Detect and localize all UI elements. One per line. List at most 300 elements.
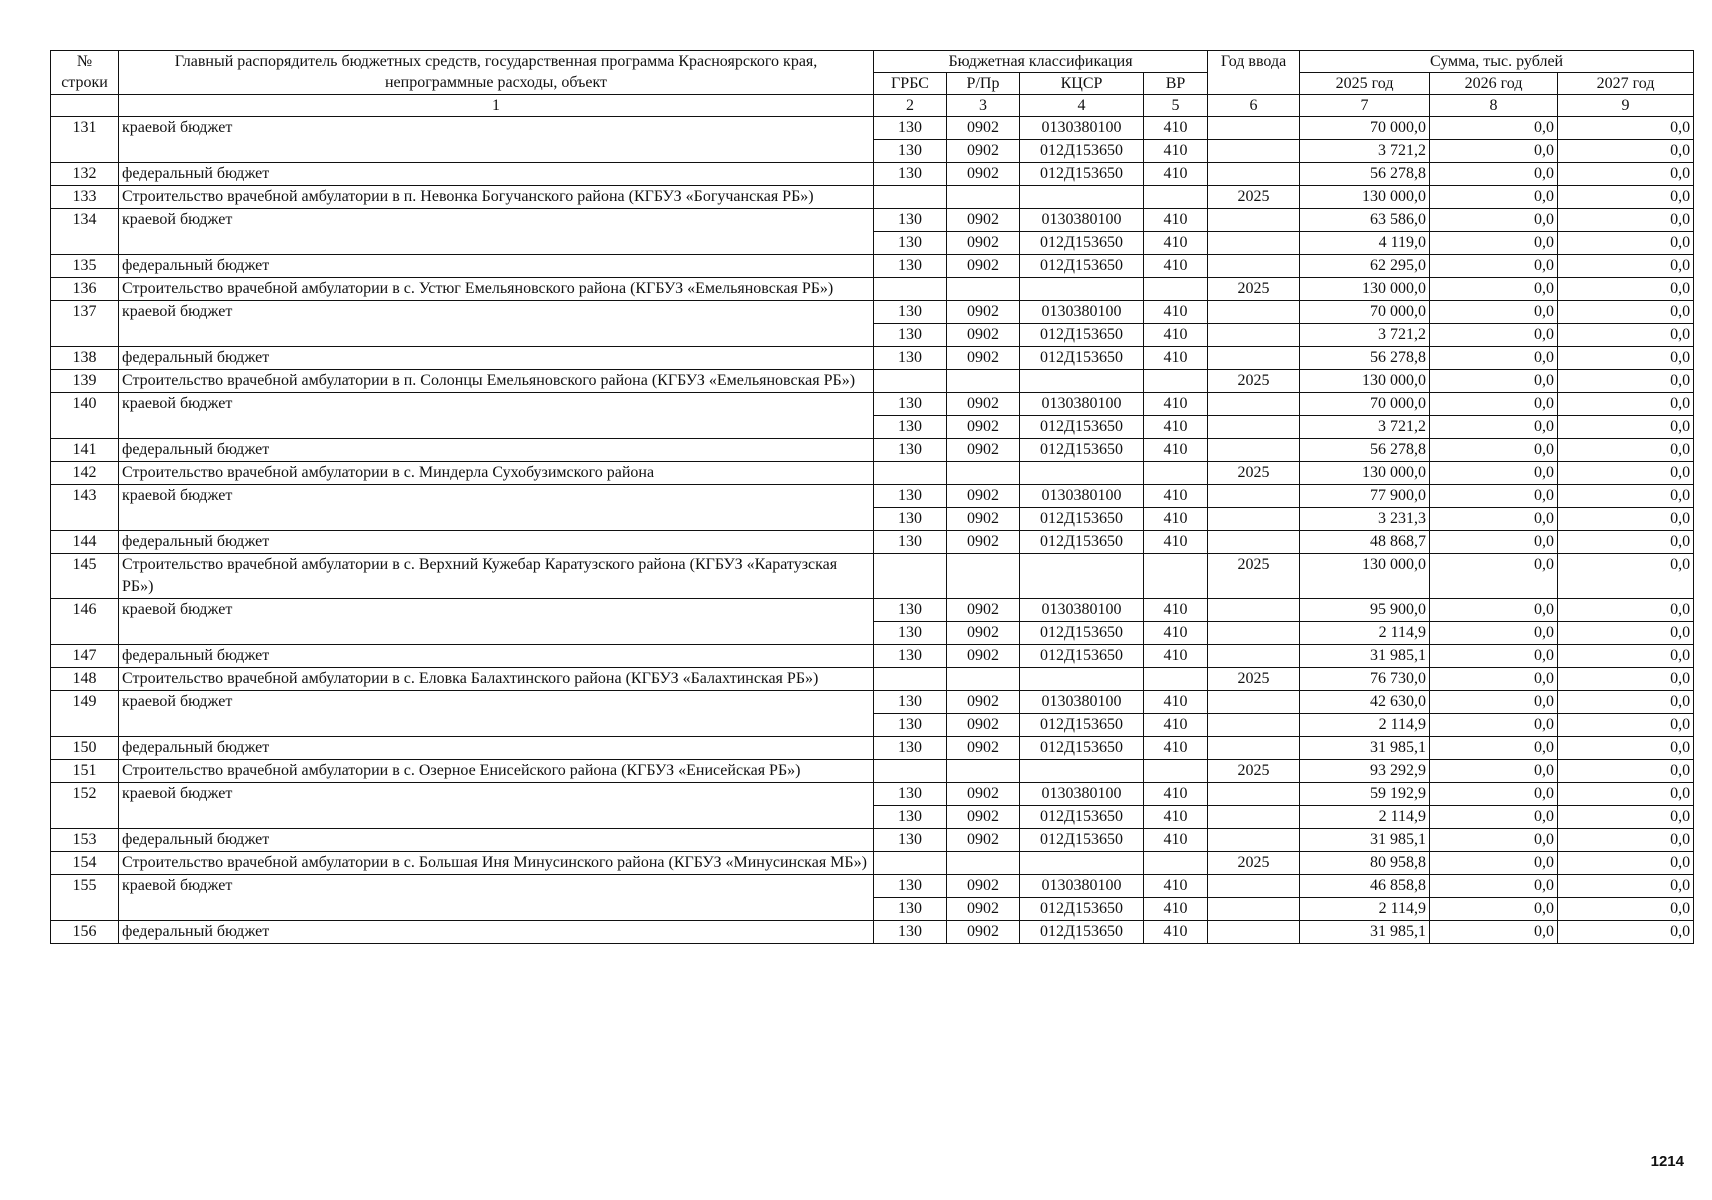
cell-year: 2025 <box>1208 370 1300 393</box>
cell-sum-2027: 0,0 <box>1558 622 1694 645</box>
cell-year <box>1208 416 1300 439</box>
cell-vr: 410 <box>1144 347 1208 370</box>
row-number: 152 <box>51 783 119 806</box>
row-name: краевой бюджет <box>119 783 874 806</box>
cell-sum-2026: 0,0 <box>1430 554 1558 599</box>
cell-vr: 410 <box>1144 255 1208 278</box>
cell-rpr <box>947 462 1020 485</box>
cell-kcsr: 012Д153650 <box>1020 531 1144 554</box>
cell-sum-2026: 0,0 <box>1430 531 1558 554</box>
cell-sum-2027: 0,0 <box>1558 921 1694 944</box>
row-number: 145 <box>51 554 119 599</box>
cell-sum-2027: 0,0 <box>1558 439 1694 462</box>
cell-rpr: 0902 <box>947 439 1020 462</box>
cell-sum-2025: 48 868,7 <box>1300 531 1430 554</box>
table-row <box>51 278 1694 301</box>
row-name: федеральный бюджет <box>119 163 874 186</box>
cell-kcsr: 012Д153650 <box>1020 232 1144 255</box>
header-grbs: ГРБС <box>874 73 947 95</box>
cell-kcsr <box>1020 852 1144 875</box>
cell-sum-2027: 0,0 <box>1558 209 1694 232</box>
table-row <box>51 232 1694 255</box>
cell-vr <box>1144 852 1208 875</box>
row-number: 146 <box>51 599 119 622</box>
table-row <box>51 347 1694 370</box>
cell-year <box>1208 324 1300 347</box>
cell-sum-2027: 0,0 <box>1558 140 1694 163</box>
row-name <box>119 622 874 645</box>
row-name: федеральный бюджет <box>119 829 874 852</box>
cell-year <box>1208 898 1300 921</box>
cell-sum-2026: 0,0 <box>1430 806 1558 829</box>
cell-grbs: 130 <box>874 301 947 324</box>
cell-rpr: 0902 <box>947 163 1020 186</box>
cell-sum-2026: 0,0 <box>1430 485 1558 508</box>
cell-sum-2025: 2 114,9 <box>1300 806 1430 829</box>
table-row <box>51 462 1694 485</box>
cell-grbs <box>874 462 947 485</box>
row-number: 132 <box>51 163 119 186</box>
page-number: 1214 <box>1650 1153 1684 1170</box>
cell-rpr: 0902 <box>947 301 1020 324</box>
cell-vr: 410 <box>1144 829 1208 852</box>
table-row <box>51 599 1694 622</box>
cell-rpr: 0902 <box>947 232 1020 255</box>
cell-sum-2025: 130 000,0 <box>1300 278 1430 301</box>
row-number: 153 <box>51 829 119 852</box>
cell-sum-2027: 0,0 <box>1558 668 1694 691</box>
row-number: 144 <box>51 531 119 554</box>
cell-kcsr: 0130380100 <box>1020 783 1144 806</box>
document-page <box>50 50 1693 944</box>
colnum-7: 7 <box>1300 95 1430 117</box>
cell-vr: 410 <box>1144 691 1208 714</box>
colnum-1: 1 <box>119 95 874 117</box>
cell-sum-2025: 70 000,0 <box>1300 117 1430 140</box>
cell-year <box>1208 875 1300 898</box>
cell-vr: 410 <box>1144 806 1208 829</box>
table-body <box>51 117 1694 944</box>
row-number: 140 <box>51 393 119 416</box>
row-name: краевой бюджет <box>119 485 874 508</box>
cell-kcsr: 012Д153650 <box>1020 416 1144 439</box>
row-number: 143 <box>51 485 119 508</box>
cell-kcsr: 012Д153650 <box>1020 737 1144 760</box>
row-name <box>119 416 874 439</box>
table-row <box>51 783 1694 806</box>
cell-vr: 410 <box>1144 898 1208 921</box>
table-row <box>51 393 1694 416</box>
cell-sum-2025: 42 630,0 <box>1300 691 1430 714</box>
cell-rpr: 0902 <box>947 921 1020 944</box>
cell-vr: 410 <box>1144 783 1208 806</box>
cell-sum-2026: 0,0 <box>1430 714 1558 737</box>
cell-grbs: 130 <box>874 439 947 462</box>
cell-sum-2026: 0,0 <box>1430 140 1558 163</box>
row-number <box>51 898 119 921</box>
cell-year <box>1208 691 1300 714</box>
row-number: 156 <box>51 921 119 944</box>
cell-year <box>1208 622 1300 645</box>
cell-sum-2025: 63 586,0 <box>1300 209 1430 232</box>
cell-rpr: 0902 <box>947 645 1020 668</box>
cell-vr: 410 <box>1144 508 1208 531</box>
cell-year <box>1208 347 1300 370</box>
cell-rpr: 0902 <box>947 347 1020 370</box>
cell-year: 2025 <box>1208 554 1300 599</box>
row-number: 133 <box>51 186 119 209</box>
cell-rpr: 0902 <box>947 140 1020 163</box>
cell-sum-2026: 0,0 <box>1430 783 1558 806</box>
cell-sum-2026: 0,0 <box>1430 117 1558 140</box>
row-name: Строительство врачебной амбулатории в с. Озерное Енисейского района (КГБУЗ «Енисейская РБ») <box>119 760 874 783</box>
cell-rpr <box>947 852 1020 875</box>
row-number: 136 <box>51 278 119 301</box>
cell-year <box>1208 255 1300 278</box>
cell-kcsr <box>1020 462 1144 485</box>
row-name: федеральный бюджет <box>119 737 874 760</box>
cell-rpr: 0902 <box>947 485 1020 508</box>
cell-grbs: 130 <box>874 324 947 347</box>
cell-vr: 410 <box>1144 737 1208 760</box>
cell-grbs: 130 <box>874 829 947 852</box>
cell-sum-2025: 56 278,8 <box>1300 439 1430 462</box>
cell-sum-2027: 0,0 <box>1558 760 1694 783</box>
header-vr: ВР <box>1144 73 1208 95</box>
cell-year <box>1208 209 1300 232</box>
cell-sum-2025: 76 730,0 <box>1300 668 1430 691</box>
cell-year <box>1208 485 1300 508</box>
cell-rpr: 0902 <box>947 898 1020 921</box>
cell-rpr <box>947 554 1020 599</box>
cell-vr: 410 <box>1144 163 1208 186</box>
cell-kcsr: 012Д153650 <box>1020 163 1144 186</box>
header-2027: 2027 год <box>1558 73 1694 95</box>
row-name <box>119 324 874 347</box>
cell-year <box>1208 714 1300 737</box>
cell-sum-2025: 2 114,9 <box>1300 714 1430 737</box>
header-name: Главный распорядитель бюджетных средств, государственная программа Красноярского края, непрограммные расходы, объект <box>119 51 874 95</box>
cell-year <box>1208 531 1300 554</box>
cell-sum-2025: 130 000,0 <box>1300 186 1430 209</box>
cell-rpr: 0902 <box>947 531 1020 554</box>
cell-sum-2026: 0,0 <box>1430 508 1558 531</box>
cell-grbs: 130 <box>874 485 947 508</box>
row-name: федеральный бюджет <box>119 439 874 462</box>
cell-sum-2027: 0,0 <box>1558 416 1694 439</box>
cell-year <box>1208 783 1300 806</box>
table-row <box>51 439 1694 462</box>
row-number <box>51 416 119 439</box>
cell-rpr: 0902 <box>947 622 1020 645</box>
cell-sum-2026: 0,0 <box>1430 301 1558 324</box>
cell-sum-2027: 0,0 <box>1558 531 1694 554</box>
cell-sum-2027: 0,0 <box>1558 806 1694 829</box>
cell-sum-2025: 31 985,1 <box>1300 737 1430 760</box>
cell-kcsr: 012Д153650 <box>1020 347 1144 370</box>
cell-year <box>1208 163 1300 186</box>
table-row <box>51 140 1694 163</box>
table-row <box>51 554 1694 599</box>
row-name <box>119 898 874 921</box>
row-number: 137 <box>51 301 119 324</box>
cell-year <box>1208 439 1300 462</box>
cell-year: 2025 <box>1208 668 1300 691</box>
table-row <box>51 508 1694 531</box>
colnum-6: 6 <box>1208 95 1300 117</box>
cell-sum-2027: 0,0 <box>1558 278 1694 301</box>
cell-kcsr: 012Д153650 <box>1020 714 1144 737</box>
cell-sum-2027: 0,0 <box>1558 163 1694 186</box>
table-row <box>51 921 1694 944</box>
cell-sum-2025: 31 985,1 <box>1300 921 1430 944</box>
colnum-4: 4 <box>1020 95 1144 117</box>
cell-sum-2026: 0,0 <box>1430 370 1558 393</box>
cell-sum-2025: 56 278,8 <box>1300 163 1430 186</box>
cell-year <box>1208 140 1300 163</box>
cell-sum-2026: 0,0 <box>1430 875 1558 898</box>
cell-sum-2027: 0,0 <box>1558 691 1694 714</box>
cell-sum-2025: 70 000,0 <box>1300 301 1430 324</box>
cell-sum-2026: 0,0 <box>1430 255 1558 278</box>
colnum-3: 3 <box>947 95 1020 117</box>
table-row <box>51 898 1694 921</box>
row-name: Строительство врачебной амбулатории в с. Большая Иня Минусинского района (КГБУЗ «Минусинская МБ») <box>119 852 874 875</box>
colnum-9: 9 <box>1558 95 1694 117</box>
cell-grbs: 130 <box>874 691 947 714</box>
cell-sum-2026: 0,0 <box>1430 852 1558 875</box>
cell-sum-2025: 31 985,1 <box>1300 829 1430 852</box>
row-name: федеральный бюджет <box>119 531 874 554</box>
row-number <box>51 622 119 645</box>
cell-grbs: 130 <box>874 117 947 140</box>
cell-rpr <box>947 186 1020 209</box>
cell-sum-2026: 0,0 <box>1430 691 1558 714</box>
table-row <box>51 668 1694 691</box>
table-row <box>51 485 1694 508</box>
cell-sum-2027: 0,0 <box>1558 186 1694 209</box>
cell-sum-2027: 0,0 <box>1558 783 1694 806</box>
cell-year <box>1208 393 1300 416</box>
colnum-8: 8 <box>1430 95 1558 117</box>
cell-grbs: 130 <box>874 393 947 416</box>
table-row <box>51 806 1694 829</box>
cell-sum-2026: 0,0 <box>1430 393 1558 416</box>
row-name <box>119 140 874 163</box>
cell-grbs: 130 <box>874 622 947 645</box>
table-row <box>51 324 1694 347</box>
cell-grbs: 130 <box>874 875 947 898</box>
row-number: 151 <box>51 760 119 783</box>
header-sum: Сумма, тыс. рублей <box>1300 51 1694 73</box>
cell-vr: 410 <box>1144 439 1208 462</box>
table-row <box>51 370 1694 393</box>
colnum-5: 5 <box>1144 95 1208 117</box>
row-number <box>51 324 119 347</box>
cell-sum-2025: 130 000,0 <box>1300 462 1430 485</box>
cell-kcsr: 012Д153650 <box>1020 829 1144 852</box>
cell-sum-2026: 0,0 <box>1430 599 1558 622</box>
cell-rpr: 0902 <box>947 806 1020 829</box>
cell-sum-2027: 0,0 <box>1558 485 1694 508</box>
cell-sum-2025: 2 114,9 <box>1300 898 1430 921</box>
cell-sum-2027: 0,0 <box>1558 898 1694 921</box>
cell-rpr: 0902 <box>947 416 1020 439</box>
cell-rpr: 0902 <box>947 875 1020 898</box>
row-name <box>119 232 874 255</box>
cell-rpr: 0902 <box>947 324 1020 347</box>
cell-kcsr: 0130380100 <box>1020 301 1144 324</box>
table-header <box>51 51 1694 117</box>
cell-kcsr: 012Д153650 <box>1020 806 1144 829</box>
cell-kcsr: 0130380100 <box>1020 875 1144 898</box>
cell-vr <box>1144 370 1208 393</box>
cell-sum-2026: 0,0 <box>1430 921 1558 944</box>
cell-kcsr: 0130380100 <box>1020 209 1144 232</box>
cell-sum-2025: 80 958,8 <box>1300 852 1430 875</box>
cell-sum-2027: 0,0 <box>1558 599 1694 622</box>
row-name: федеральный бюджет <box>119 255 874 278</box>
cell-vr: 410 <box>1144 301 1208 324</box>
row-number: 134 <box>51 209 119 232</box>
cell-vr: 410 <box>1144 232 1208 255</box>
table-row <box>51 117 1694 140</box>
header-2025: 2025 год <box>1300 73 1430 95</box>
row-name: краевой бюджет <box>119 691 874 714</box>
cell-sum-2026: 0,0 <box>1430 232 1558 255</box>
cell-sum-2027: 0,0 <box>1558 508 1694 531</box>
cell-vr: 410 <box>1144 117 1208 140</box>
cell-kcsr: 0130380100 <box>1020 485 1144 508</box>
cell-rpr <box>947 278 1020 301</box>
header-row-no: № строки <box>51 51 119 95</box>
table-row <box>51 301 1694 324</box>
header-budget-classification: Бюджетная классификация <box>874 51 1208 73</box>
cell-sum-2025: 3 721,2 <box>1300 324 1430 347</box>
row-name: Строительство врачебной амбулатории в с. Миндерла Сухобузимского района <box>119 462 874 485</box>
cell-sum-2027: 0,0 <box>1558 852 1694 875</box>
cell-sum-2027: 0,0 <box>1558 232 1694 255</box>
cell-sum-2026: 0,0 <box>1430 760 1558 783</box>
cell-rpr: 0902 <box>947 783 1020 806</box>
row-number: 155 <box>51 875 119 898</box>
row-name: федеральный бюджет <box>119 645 874 668</box>
cell-sum-2027: 0,0 <box>1558 324 1694 347</box>
cell-kcsr: 012Д153650 <box>1020 898 1144 921</box>
cell-kcsr: 0130380100 <box>1020 599 1144 622</box>
table-row <box>51 875 1694 898</box>
cell-sum-2025: 130 000,0 <box>1300 370 1430 393</box>
cell-vr: 410 <box>1144 485 1208 508</box>
cell-grbs <box>874 554 947 599</box>
cell-grbs: 130 <box>874 783 947 806</box>
cell-vr <box>1144 760 1208 783</box>
cell-sum-2025: 3 721,2 <box>1300 140 1430 163</box>
cell-year <box>1208 645 1300 668</box>
cell-kcsr <box>1020 278 1144 301</box>
cell-grbs: 130 <box>874 140 947 163</box>
header-year-intro: Год ввода <box>1208 51 1300 95</box>
cell-sum-2025: 4 119,0 <box>1300 232 1430 255</box>
cell-vr: 410 <box>1144 531 1208 554</box>
cell-grbs: 130 <box>874 209 947 232</box>
cell-sum-2025: 3 721,2 <box>1300 416 1430 439</box>
cell-year: 2025 <box>1208 462 1300 485</box>
cell-grbs: 130 <box>874 737 947 760</box>
cell-rpr: 0902 <box>947 209 1020 232</box>
row-number: 149 <box>51 691 119 714</box>
table-row <box>51 622 1694 645</box>
header-rpr: Р/Пр <box>947 73 1020 95</box>
cell-rpr <box>947 370 1020 393</box>
cell-rpr: 0902 <box>947 393 1020 416</box>
cell-kcsr: 012Д153650 <box>1020 324 1144 347</box>
cell-sum-2025: 3 231,3 <box>1300 508 1430 531</box>
cell-rpr <box>947 760 1020 783</box>
row-number: 154 <box>51 852 119 875</box>
cell-year: 2025 <box>1208 852 1300 875</box>
cell-sum-2027: 0,0 <box>1558 347 1694 370</box>
row-name <box>119 508 874 531</box>
cell-sum-2025: 31 985,1 <box>1300 645 1430 668</box>
row-name: Строительство врачебной амбулатории в с. Устюг Емельяновского района (КГБУЗ «Емельяновская РБ») <box>119 278 874 301</box>
cell-grbs: 130 <box>874 531 947 554</box>
row-number <box>51 232 119 255</box>
cell-vr: 410 <box>1144 324 1208 347</box>
cell-sum-2027: 0,0 <box>1558 301 1694 324</box>
row-number: 138 <box>51 347 119 370</box>
cell-grbs: 130 <box>874 508 947 531</box>
cell-vr <box>1144 668 1208 691</box>
cell-sum-2027: 0,0 <box>1558 117 1694 140</box>
cell-vr: 410 <box>1144 714 1208 737</box>
row-number <box>51 140 119 163</box>
row-number <box>51 806 119 829</box>
table-row <box>51 760 1694 783</box>
cell-grbs <box>874 278 947 301</box>
table-row <box>51 714 1694 737</box>
colnum-0 <box>51 95 119 117</box>
cell-grbs: 130 <box>874 599 947 622</box>
row-name: краевой бюджет <box>119 209 874 232</box>
cell-year <box>1208 737 1300 760</box>
cell-vr <box>1144 186 1208 209</box>
cell-grbs: 130 <box>874 714 947 737</box>
cell-sum-2026: 0,0 <box>1430 186 1558 209</box>
cell-sum-2027: 0,0 <box>1558 554 1694 599</box>
cell-sum-2026: 0,0 <box>1430 278 1558 301</box>
cell-vr: 410 <box>1144 209 1208 232</box>
cell-year <box>1208 232 1300 255</box>
cell-rpr: 0902 <box>947 117 1020 140</box>
cell-sum-2025: 59 192,9 <box>1300 783 1430 806</box>
cell-rpr: 0902 <box>947 829 1020 852</box>
cell-kcsr <box>1020 554 1144 599</box>
cell-kcsr <box>1020 370 1144 393</box>
cell-sum-2025: 46 858,8 <box>1300 875 1430 898</box>
cell-sum-2027: 0,0 <box>1558 829 1694 852</box>
row-number: 141 <box>51 439 119 462</box>
cell-rpr: 0902 <box>947 714 1020 737</box>
cell-kcsr: 012Д153650 <box>1020 622 1144 645</box>
cell-year: 2025 <box>1208 760 1300 783</box>
cell-year <box>1208 117 1300 140</box>
cell-sum-2026: 0,0 <box>1430 324 1558 347</box>
row-name: Строительство врачебной амбулатории в п. Невонка Богучанского района (КГБУЗ «Богучанская РБ») <box>119 186 874 209</box>
cell-rpr: 0902 <box>947 255 1020 278</box>
table-row <box>51 737 1694 760</box>
cell-sum-2025: 77 900,0 <box>1300 485 1430 508</box>
